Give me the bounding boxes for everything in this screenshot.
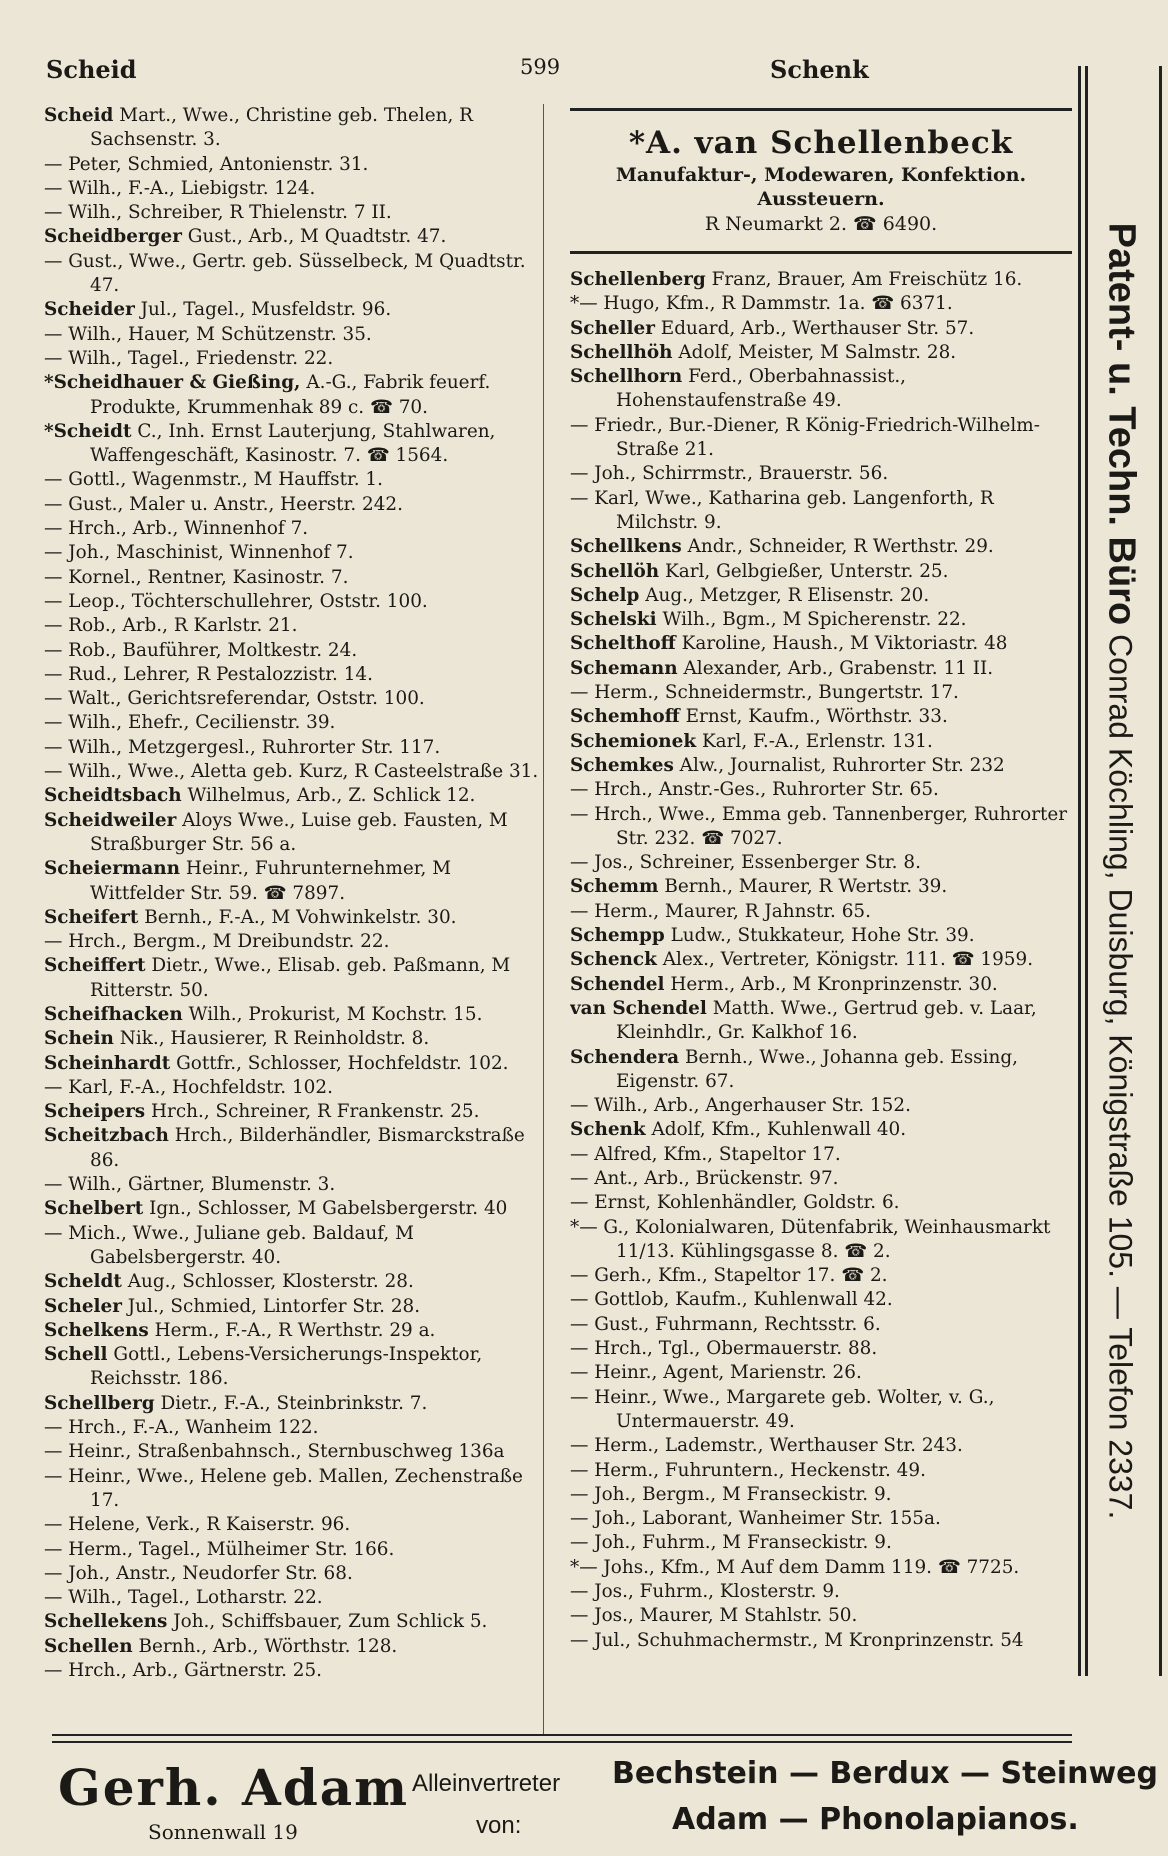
entry-details: — Wilh., Wwe., Aletta geb. Kurz, R Casteelstraße 31. bbox=[44, 761, 539, 783]
directory-entry bbox=[570, 1118, 1072, 1142]
directory-entry bbox=[44, 1076, 542, 1100]
entry-details: — Hrch., Arb., Winnenhof 7. bbox=[44, 518, 309, 540]
entry-surname: *Scheidt bbox=[44, 420, 132, 442]
ad-line-2: Aussteuern. bbox=[757, 188, 885, 210]
entry-details: — Heinr., Wwe., Helene geb. Mallen, Zechenstraße 17. bbox=[44, 1465, 523, 1511]
entry-details: Adolf, Meister, M Salmstr. 28. bbox=[678, 341, 957, 363]
directory-entry bbox=[570, 608, 1072, 632]
entry-details: Alexander, Arb., Grabenstr. 11 II. bbox=[683, 657, 994, 679]
entry-details: — Hrch., Arb., Gärtnerstr. 25. bbox=[44, 1660, 323, 1681]
directory-entry bbox=[570, 754, 1072, 778]
directory-entry bbox=[44, 468, 542, 492]
entry-details: — Joh., Laborant, Wanheimer Str. 155a. bbox=[570, 1508, 941, 1530]
page-number: 599 bbox=[520, 55, 561, 79]
entry-details: C., Inh. Ernst Lauterjung, Stahlwaren, Waffengeschäft, Kasinostr. 7. ☎ 1564. bbox=[90, 420, 496, 467]
directory-entry bbox=[44, 711, 542, 735]
entry-surname: Scheid bbox=[44, 105, 114, 126]
entry-details: — Ant., Arb., Brückenstr. 97. bbox=[570, 1167, 839, 1189]
entry-details: — Wilh., Arb., Angerhauser Str. 152. bbox=[570, 1095, 911, 1117]
banner-rule-left bbox=[1078, 66, 1081, 1676]
banner-patent: Patent- u. Techn. Büro bbox=[1100, 222, 1143, 626]
entry-surname: Schellhorn bbox=[570, 366, 683, 388]
entry-details: — Jos., Schreiner, Essenberger Str. 8. bbox=[570, 852, 921, 874]
entry-details: Wilh., Prokurist, M Kochstr. 15. bbox=[188, 1003, 483, 1025]
entry-details: — Joh., Fuhrm., M Franseckistr. 9. bbox=[570, 1532, 892, 1554]
entry-details: — Helene, Verk., R Kaiserstr. 96. bbox=[44, 1514, 351, 1536]
directory-entry bbox=[44, 153, 542, 177]
entry-surname: Schellöh bbox=[570, 560, 660, 582]
right-column bbox=[570, 104, 1072, 1653]
directory-entry bbox=[44, 1270, 542, 1294]
directory-entry bbox=[44, 784, 542, 808]
directory-entry bbox=[570, 1337, 1072, 1361]
entry-surname: Scheiffert bbox=[44, 955, 146, 977]
directory-entry bbox=[44, 1222, 542, 1271]
entry-details: — Jul., Schuhmachermstr., M Kronprinzenstr. 54 bbox=[570, 1629, 1024, 1651]
entry-details: Aug., Schlosser, Klosterstr. 28. bbox=[127, 1271, 414, 1293]
directory-entry bbox=[44, 687, 542, 711]
entry-surname: Schellekens bbox=[44, 1611, 168, 1633]
entry-details: — Gerh., Kfm., Stapeltor 17. ☎ 2. bbox=[570, 1265, 888, 1287]
ad-line-1: Manufaktur-, Modewaren, Konfektion. bbox=[615, 164, 1027, 186]
directory-entry bbox=[44, 201, 542, 225]
directory-entry bbox=[44, 250, 542, 299]
entry-surname: Schellenberg bbox=[570, 269, 706, 290]
entry-surname: *Scheidhauer & Gießing, bbox=[44, 372, 301, 394]
directory-entry bbox=[44, 1124, 542, 1173]
entry-details: — Joh., Bergm., M Franseckistr. 9. bbox=[570, 1483, 892, 1505]
banner-separator: — bbox=[1102, 1286, 1139, 1319]
entry-details: — Gottl., Wagenmstr., M Hauffstr. 1. bbox=[44, 469, 383, 491]
directory-entry bbox=[44, 420, 542, 469]
entry-details: Karoline, Haush., M Viktoriastr. 48 bbox=[681, 633, 1008, 655]
directory-entry bbox=[44, 930, 542, 954]
entry-surname: Schellberg bbox=[44, 1392, 155, 1414]
adam-allein: Alleinvertreter bbox=[412, 1770, 561, 1797]
directory-entry bbox=[570, 341, 1072, 365]
entry-details: — Gust., Maler u. Anstr., Heerstr. 242. bbox=[44, 493, 403, 515]
directory-entry bbox=[570, 1216, 1072, 1265]
directory-entry bbox=[570, 584, 1072, 608]
directory-entry bbox=[44, 1052, 542, 1076]
entry-details: Bernh., Arb., Wörthstr. 128. bbox=[138, 1635, 398, 1657]
entry-details: — Heinr., Wwe., Margarete geb. Wolter, v. G., Untermauerstr. 49. bbox=[570, 1386, 995, 1432]
entry-details: — Alfred, Kfm., Stapeltor 17. bbox=[570, 1143, 841, 1165]
directory-entry bbox=[44, 639, 542, 663]
directory-entry bbox=[570, 1459, 1072, 1483]
entry-details: Karl, Gelbgießer, Unterstr. 25. bbox=[665, 560, 949, 582]
directory-entry bbox=[44, 104, 542, 153]
entry-surname: Schelkens bbox=[44, 1319, 149, 1341]
directory-entry bbox=[44, 1586, 542, 1610]
entry-details: — Wilh., Gärtner, Blumenstr. 3. bbox=[44, 1174, 336, 1196]
side-banner-text bbox=[1100, 223, 1143, 1520]
directory-entry bbox=[570, 1264, 1072, 1288]
entry-details: — Rud., Lehrer, R Pestalozzistr. 14. bbox=[44, 663, 373, 685]
entry-details: Herm., Arb., M Kronprinzenstr. 30. bbox=[670, 973, 998, 995]
entry-surname: Scheller bbox=[570, 317, 655, 339]
entry-surname: Schenck bbox=[570, 949, 657, 971]
directory-entry bbox=[570, 1507, 1072, 1531]
entry-details: — Joh., Anstr., Neudorfer Str. 68. bbox=[44, 1562, 353, 1584]
directory-entry bbox=[570, 1483, 1072, 1507]
directory-entry bbox=[44, 493, 542, 517]
entry-details: — Hrch., Wwe., Emma geb. Tannenberger, Ruhrorter Str. 232. ☎ 7027. bbox=[570, 803, 1068, 849]
directory-entry bbox=[570, 1556, 1072, 1580]
directory-entry bbox=[570, 900, 1072, 924]
side-banner bbox=[1076, 66, 1166, 1676]
directory-entry bbox=[44, 1562, 542, 1586]
entry-details: — Heinr., Agent, Marienstr. 26. bbox=[570, 1362, 862, 1384]
adam-address: Sonnenwall 19 bbox=[148, 1820, 298, 1844]
directory-entry bbox=[44, 1610, 542, 1634]
directory-entry bbox=[570, 535, 1072, 559]
entry-details: Alex., Vertreter, Königstr. 111. ☎ 1959. bbox=[662, 949, 1034, 971]
directory-entry bbox=[570, 948, 1072, 972]
entry-details: — Wilh., Schreiber, R Thielenstr. 7 II. bbox=[44, 202, 392, 224]
directory-entry bbox=[44, 809, 542, 858]
entry-surname: Schenk bbox=[570, 1119, 646, 1141]
directory-entry bbox=[44, 1416, 542, 1440]
entry-details: — Peter, Schmied, Antonienstr. 31. bbox=[44, 153, 369, 175]
entry-surname: Schellhöh bbox=[570, 341, 673, 363]
entry-surname: Schempp bbox=[570, 925, 665, 947]
entry-details: — Joh., Maschinist, Winnenhof 7. bbox=[44, 542, 354, 564]
entry-details: Aloys Wwe., Luise geb. Fausten, M Straßburger Str. 56 a. bbox=[90, 809, 508, 855]
directory-entry bbox=[44, 954, 542, 1003]
entry-details: — Karl, Wwe., Katharina geb. Langenforth, R Milchstr. 9. bbox=[570, 487, 994, 533]
entry-details: — Mich., Wwe., Juliane geb. Baldauf, M Gabelsbergerstr. 40. bbox=[44, 1222, 414, 1268]
entry-details: A.-G., Fabrik feuerf. Produkte, Krummenhak 89 c. ☎ 70. bbox=[90, 372, 491, 418]
entry-surname: Scheler bbox=[44, 1295, 122, 1317]
entry-details: Ludw., Stukkateur, Hohe Str. 39. bbox=[670, 925, 975, 947]
directory-entry bbox=[44, 1343, 542, 1392]
entry-details: Matth. Wwe., Gertrud geb. v. Laar, Kleinhdlr., Gr. Kalkhof 16. bbox=[616, 997, 1037, 1044]
directory-entry bbox=[570, 1434, 1072, 1458]
directory-entry bbox=[570, 657, 1072, 681]
entry-surname: Scheifhacken bbox=[44, 1003, 183, 1025]
directory-entry bbox=[44, 1319, 542, 1343]
entry-details: Jul., Tagel., Musfeldstr. 96. bbox=[140, 299, 392, 321]
entry-details: Ferd., Oberbahnassist., Hohenstaufenstraße 49. bbox=[616, 366, 907, 412]
entry-details: — Heinr., Straßenbahnsch., Sternbuschweg 136a bbox=[44, 1441, 505, 1463]
entry-details: — Herm., Lademstr., Werthauser Str. 243. bbox=[570, 1435, 963, 1457]
directory-entry bbox=[570, 1629, 1072, 1653]
entry-details: — Wilh., F.-A., Liebigstr. 124. bbox=[44, 177, 316, 199]
entry-details: Alw., Journalist, Ruhrorter Str. 232 bbox=[679, 754, 1005, 776]
directory-entry bbox=[570, 560, 1072, 584]
directory-entry bbox=[44, 541, 542, 565]
entry-details: Herm., F.-A., R Werthstr. 29 a. bbox=[154, 1319, 436, 1341]
entry-details: Bernh., Maurer, R Wertstr. 39. bbox=[664, 876, 948, 898]
entry-details: Franz, Brauer, Am Freischütz 16. bbox=[711, 269, 1023, 290]
entry-details: Bernh., F.-A., M Vohwinkelstr. 30. bbox=[144, 906, 457, 928]
bottom-advertisement bbox=[52, 1734, 1158, 1844]
entry-details: — Herm., Maurer, R Jahnstr. 65. bbox=[570, 900, 871, 922]
entry-details: Dietr., Wwe., Elisab. geb. Paßmann, M Ritterstr. 50. bbox=[90, 955, 511, 1001]
entry-details: Eduard, Arb., Werthauser Str. 57. bbox=[660, 317, 975, 339]
entry-details: — Jos., Fuhrm., Klosterstr. 9. bbox=[570, 1581, 840, 1603]
directory-entry bbox=[570, 1580, 1072, 1604]
entry-details: Adolf, Kfm., Kuhlenwall 40. bbox=[651, 1119, 907, 1141]
entry-details: — Rob., Bauführer, Moltkestr. 24. bbox=[44, 639, 358, 661]
directory-entry bbox=[44, 1392, 542, 1416]
right-entries bbox=[570, 268, 1072, 1653]
entry-surname: van Schendel bbox=[570, 997, 707, 1019]
header-right: Schenk bbox=[770, 55, 869, 84]
directory-entry bbox=[570, 1361, 1072, 1385]
directory-entry bbox=[570, 487, 1072, 536]
adam-von: von: bbox=[476, 1812, 522, 1839]
directory-entry bbox=[44, 517, 542, 541]
entry-surname: Scheipers bbox=[44, 1101, 146, 1123]
entry-details: — Wilh., Ehefr., Cecilienstr. 39. bbox=[44, 712, 336, 734]
directory-entry bbox=[570, 803, 1072, 852]
directory-entry bbox=[570, 1386, 1072, 1435]
directory-entry bbox=[44, 736, 542, 760]
directory-entry bbox=[570, 317, 1072, 341]
directory-entry bbox=[44, 1027, 542, 1051]
directory-entry bbox=[44, 1635, 542, 1659]
banner-rule-left-inner bbox=[1085, 66, 1088, 1676]
entry-surname: Schelbert bbox=[44, 1198, 144, 1220]
entry-details: Joh., Schiffsbauer, Zum Schlick 5. bbox=[173, 1611, 488, 1633]
entry-details: — Hrch., Tgl., Obermauerstr. 88. bbox=[570, 1338, 878, 1360]
entry-details: — Wilh., Tagel., Friedenstr. 22. bbox=[44, 347, 334, 369]
entry-details: — Ernst, Kohlenhändler, Goldstr. 6. bbox=[570, 1192, 900, 1214]
entry-details: Gottfr., Schlosser, Hochfeldstr. 102. bbox=[176, 1052, 509, 1074]
directory-entry bbox=[570, 1288, 1072, 1312]
directory-entry bbox=[44, 1295, 542, 1319]
entry-details: — Rob., Arb., R Karlstr. 21. bbox=[44, 615, 298, 637]
header-left: Scheid bbox=[46, 55, 137, 84]
entry-surname: Schelski bbox=[570, 609, 657, 631]
entry-details: — Herm., Fuhruntern., Heckenstr. 49. bbox=[570, 1459, 926, 1481]
directory-entry bbox=[570, 268, 1072, 292]
directory-entry bbox=[44, 566, 542, 590]
entry-details: — Hrch., Bergm., M Dreibundstr. 22. bbox=[44, 931, 390, 953]
directory-entry bbox=[44, 371, 542, 420]
directory-entry bbox=[44, 1173, 542, 1197]
directory-entry bbox=[570, 875, 1072, 899]
entry-details: Wilh., Bgm., M Spicherenstr. 22. bbox=[662, 609, 967, 631]
banner-phone: Telefon 2337. bbox=[1102, 1327, 1139, 1520]
entry-surname: Schellen bbox=[44, 1635, 133, 1657]
entry-details: Mart., Wwe., Christine geb. Thelen, R Sachsenstr. 3. bbox=[90, 105, 473, 151]
directory-entry bbox=[44, 614, 542, 638]
entry-surname: Schein bbox=[44, 1028, 114, 1050]
entry-details: Nik., Hausierer, R Reinholdstr. 8. bbox=[119, 1028, 430, 1050]
entry-details: — Gust., Wwe., Gertr. geb. Süsselbeck, M Quadtstr. 47. bbox=[44, 250, 526, 297]
entry-details: *— Hugo, Kfm., R Dammstr. 1a. ☎ 6371. bbox=[570, 293, 953, 315]
schellenbeck-advertisement bbox=[570, 108, 1072, 254]
entry-details: — Hrch., Anstr.-Ges., Ruhrorter Str. 65. bbox=[570, 779, 939, 801]
directory-entry bbox=[44, 590, 542, 614]
entry-details: — Wilh., Metzgergesl., Ruhrorter Str. 117. bbox=[44, 736, 441, 758]
entry-details: — Hrch., F.-A., Wanheim 122. bbox=[44, 1417, 319, 1439]
adam-brands-2: Adam — Phonolapianos. bbox=[672, 1802, 1079, 1837]
entry-details: *— Johs., Kfm., M Auf dem Damm 119. ☎ 7725. bbox=[570, 1556, 1020, 1578]
entry-details: Hrch., Schreiner, R Frankenstr. 25. bbox=[151, 1101, 480, 1123]
ad-title: *A. van Schellenbeck bbox=[628, 125, 1014, 161]
directory-entry bbox=[570, 778, 1072, 802]
entry-details: *— G., Kolonialwaren, Dütenfabrik, Weinhausmarkt 11/13. Kühlingsgasse 8. ☎ 2. bbox=[570, 1216, 1051, 1262]
directory-entry bbox=[570, 924, 1072, 948]
directory-entry bbox=[44, 1197, 542, 1221]
entry-surname: Schemm bbox=[570, 876, 659, 898]
entry-surname: Scheiermann bbox=[44, 858, 181, 880]
entry-details: Ign., Schlosser, M Gabelsbergerstr. 40 bbox=[149, 1198, 508, 1220]
entry-details: Gust., Arb., M Quadtstr. 47. bbox=[187, 226, 447, 248]
entry-surname: Schemionek bbox=[570, 730, 697, 752]
directory-entry bbox=[44, 1440, 542, 1464]
directory-entry bbox=[570, 681, 1072, 705]
entry-details: — Jos., Maurer, M Stahlstr. 50. bbox=[570, 1605, 858, 1627]
directory-entry bbox=[44, 347, 542, 371]
entry-surname: Scheldt bbox=[44, 1271, 122, 1293]
entry-details: Heinr., Fuhrunternehmer, M Wittfelder Str. 59. ☎ 7897. bbox=[90, 858, 452, 904]
directory-entry bbox=[570, 997, 1072, 1046]
entry-details: — Wilh., Hauer, M Schützenstr. 35. bbox=[44, 323, 372, 345]
entry-surname: Schelp bbox=[570, 584, 640, 606]
directory-entry bbox=[570, 1143, 1072, 1167]
directory-entry bbox=[44, 906, 542, 930]
entry-surname: Schellkens bbox=[570, 536, 682, 558]
directory-entry bbox=[44, 1538, 542, 1562]
directory-entry bbox=[570, 1191, 1072, 1215]
directory-entry bbox=[570, 462, 1072, 486]
directory-entry bbox=[570, 1313, 1072, 1337]
directory-entry bbox=[44, 225, 542, 249]
entry-details: Hrch., Bilderhändler, Bismarckstraße 86. bbox=[90, 1125, 525, 1171]
entry-surname: Schendera bbox=[570, 1046, 680, 1068]
banner-rule-right bbox=[1159, 66, 1162, 1676]
entry-details: Wilhelmus, Arb., Z. Schlick 12. bbox=[187, 785, 476, 807]
directory-entry bbox=[570, 1094, 1072, 1118]
directory-entry bbox=[570, 1167, 1072, 1191]
entry-details: — Leop., Töchterschullehrer, Oststr. 100. bbox=[44, 590, 428, 612]
directory-entry bbox=[570, 365, 1072, 414]
entry-details: — Wilh., Tagel., Lotharstr. 22. bbox=[44, 1587, 323, 1609]
entry-surname: Scheifert bbox=[44, 906, 139, 928]
entry-surname: Scheidtsbach bbox=[44, 785, 182, 807]
entry-details: Dietr., F.-A., Steinbrinkstr. 7. bbox=[160, 1392, 428, 1414]
entry-surname: Schemann bbox=[570, 657, 678, 679]
entry-details: Andr., Schneider, R Werthstr. 29. bbox=[687, 536, 994, 558]
directory-entry bbox=[44, 1100, 542, 1124]
entry-details: — Herm., Schneidermstr., Bungertstr. 17. bbox=[570, 682, 959, 704]
column-divider bbox=[543, 104, 544, 1734]
directory-entry bbox=[570, 730, 1072, 754]
directory-entry bbox=[570, 1531, 1072, 1555]
directory-entry bbox=[570, 632, 1072, 656]
entry-surname: Schendel bbox=[570, 973, 665, 995]
left-column bbox=[44, 104, 542, 1683]
directory-entry bbox=[44, 1513, 542, 1537]
entry-details: — Gottlob, Kaufm., Kuhlenwall 42. bbox=[570, 1289, 893, 1311]
directory-entry bbox=[570, 292, 1072, 316]
directory-entry bbox=[570, 414, 1072, 463]
entry-surname: Scheidberger bbox=[44, 226, 182, 248]
bottom-rule bbox=[52, 1734, 1072, 1743]
entry-details: — Gust., Fuhrmann, Rechtsstr. 6. bbox=[570, 1313, 881, 1335]
entry-surname: Scheidweiler bbox=[44, 809, 177, 831]
directory-entry bbox=[570, 973, 1072, 997]
directory-entry bbox=[44, 177, 542, 201]
ad-address: R Neumarkt 2. ☎ 6490. bbox=[704, 213, 938, 235]
entry-details: — Herm., Tagel., Mülheimer Str. 166. bbox=[44, 1538, 395, 1560]
directory-entry bbox=[570, 1046, 1072, 1095]
adam-brands-1: Bechstein — Berdux — Steinweg bbox=[612, 1756, 1158, 1791]
directory-entry bbox=[44, 1659, 542, 1683]
entry-surname: Schemkes bbox=[570, 754, 674, 776]
entry-details: — Kornel., Rentner, Kasinostr. 7. bbox=[44, 566, 349, 588]
entry-surname: Scheider bbox=[44, 299, 135, 321]
adam-name: Gerh. Adam bbox=[58, 1758, 410, 1817]
entry-details: Aug., Metzger, R Elisenstr. 20. bbox=[645, 584, 930, 606]
entry-surname: Scheitzbach bbox=[44, 1125, 169, 1147]
directory-entry bbox=[570, 1604, 1072, 1628]
directory-entry bbox=[44, 1465, 542, 1514]
directory-entry bbox=[44, 298, 542, 322]
entry-details: Jul., Schmied, Lintorfer Str. 28. bbox=[127, 1295, 421, 1317]
directory-entry bbox=[44, 1003, 542, 1027]
entry-surname: Schell bbox=[44, 1344, 108, 1366]
entry-details: — Friedr., Bur.-Diener, R König-Friedrich-Wilhelm-Straße 21. bbox=[570, 414, 1040, 461]
entry-details: — Joh., Schirrmstr., Brauerstr. 56. bbox=[570, 463, 889, 485]
directory-entry bbox=[570, 705, 1072, 729]
directory-entry bbox=[44, 663, 542, 687]
directory-entry bbox=[44, 760, 542, 784]
entry-details: — Karl, F.-A., Hochfeldstr. 102. bbox=[44, 1076, 333, 1098]
entry-surname: Scheinhardt bbox=[44, 1052, 171, 1074]
entry-surname: Schemhoff bbox=[570, 706, 680, 728]
entry-details: Karl, F.-A., Erlenstr. 131. bbox=[701, 730, 933, 752]
entry-details: — Walt., Gerichtsreferendar, Oststr. 100. bbox=[44, 688, 425, 710]
entry-details: Bernh., Wwe., Johanna geb. Essing, Eigenstr. 67. bbox=[616, 1046, 1018, 1092]
banner-name: Conrad Köchling, Duisburg, Königstraße 105. bbox=[1102, 634, 1139, 1278]
directory-entry bbox=[44, 323, 542, 347]
directory-entry bbox=[570, 851, 1072, 875]
entry-details: Ernst, Kaufm., Wörthstr. 33. bbox=[685, 706, 948, 728]
directory-entry bbox=[44, 857, 542, 906]
entry-surname: Schelthoff bbox=[570, 633, 676, 655]
entry-details: Gottl., Lebens-Versicherungs-Inspektor, Reichsstr. 186. bbox=[90, 1344, 483, 1390]
